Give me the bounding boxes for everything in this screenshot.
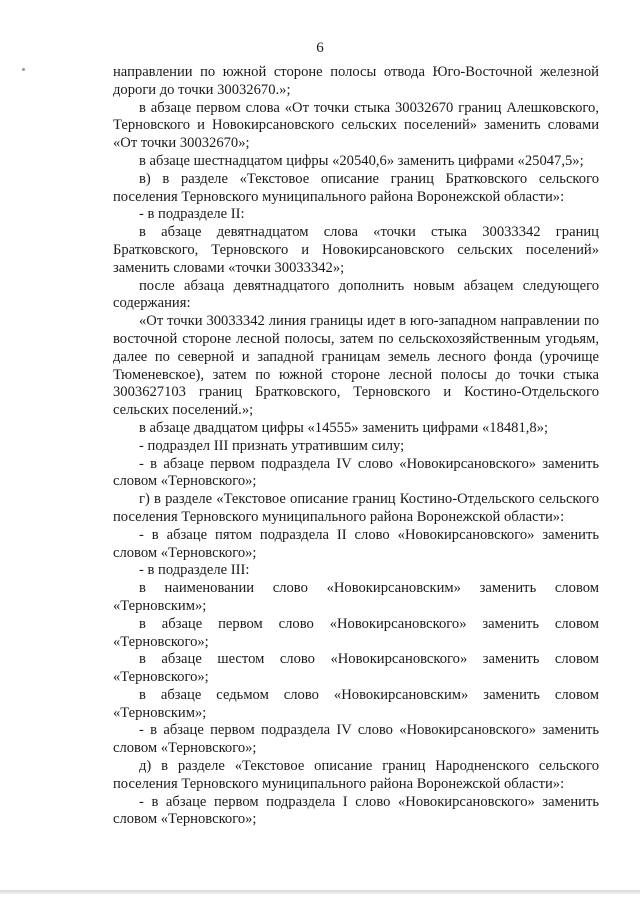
page-number: 6 [316, 40, 324, 56]
paragraph: в) в разделе «Текстовое описание границ Братковского сельского поселения Терновского муниципального района Воронежской области»: [113, 170, 599, 205]
paragraph: в абзаце двадцатом цифры «14555» заменить цифрами «18481,8»; [139, 419, 549, 436]
paragraph: - в абзаце пятом подраздела II слово «Новокирсановского» заменить словом «Терновского»; [113, 526, 599, 561]
paragraph: в абзаце первом слово «Новокирсановского» заменить словом «Терновского»; [113, 615, 599, 650]
paragraph: г) в разделе «Текстовое описание границ Костино-Отдельского сельского поселения Терновского муниципального района Воронежской области»: [113, 491, 599, 525]
paragraph: в абзаце шестом слово «Новокирсановского» заменить словом «Терновского»; [113, 651, 599, 686]
paragraph: в абзаце шестнадцатом цифры «20540,6» заменить цифрами «25047,5»; [139, 152, 584, 169]
paragraph: в абзаце первом слова «От точки стыка 30032670 границ Алешковского, Терновского и Новокирсановского сельских поселений» заменить словами «От точки 30032670»; [113, 99, 599, 152]
paragraph: - в абзаце первом подраздела I слово «Новокирсановского» заменить словом «Терновского»; [113, 793, 599, 828]
paragraph: после абзаца девятнадцатого дополнить новым абзацем следующего содержания: [113, 277, 599, 312]
paragraph: направлении по южной стороне полосы отвода Юго-Восточной железной дороги до точки 30032670.»; [113, 64, 599, 98]
paragraph: в абзаце седьмом слово «Новокирсановским» заменить словом «Терновским»; [113, 686, 599, 721]
document-body [113, 64, 599, 829]
paragraph: д) в разделе «Текстовое описание границ Народненского сельского поселения Терновского муниципального района Воронежской области»: [113, 758, 599, 792]
paragraph: - в подразделе II: [139, 206, 245, 223]
paragraph: - в абзаце первом подраздела IV слово «Новокирсановского» заменить словом «Терновского»; [113, 455, 599, 490]
paragraph: в абзаце девятнадцатом слова «точки стыка 30033342 границ Братковского, Терновского и Новокирсановского сельских поселений» заменить словами «точки 30033342»; [113, 224, 599, 276]
paragraph: - в абзаце первом подраздела IV слово «Новокирсановского» заменить словом «Терновского»; [113, 722, 599, 757]
scan-artifact [22, 68, 25, 71]
paragraph: в наименовании слово «Новокирсановским» заменить словом «Терновским»; [113, 580, 599, 614]
scan-bottom-edge [0, 890, 640, 894]
paragraph: - в подразделе III: [139, 562, 250, 579]
paragraph: - подраздел III признать утратившим силу; [139, 437, 405, 454]
paragraph: «От точки 30033342 линия границы идет в юго-западном направлении по восточной стороне лесной полосы, затем по сельскохозяйственным угодьям, далее по северной и западной границам земель лесного фонда (урочище Тюменевское), затем по южной стороне лесной полосы до точки стыка 3003627103 границ Братковского, Терновского и Костино-Отдельского сельских поселений.»; [113, 313, 599, 419]
